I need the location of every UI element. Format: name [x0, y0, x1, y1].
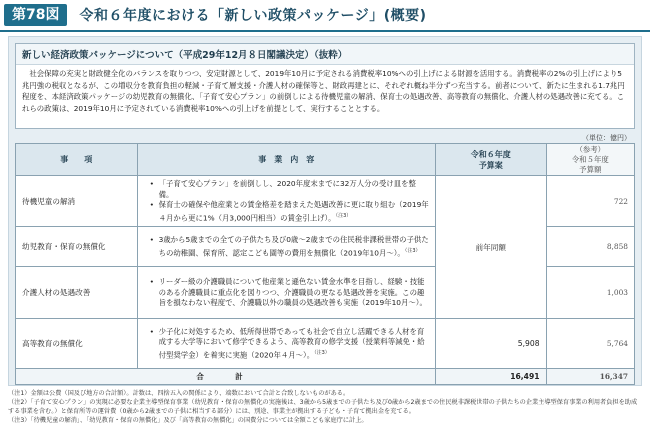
row-content	[137, 176, 435, 227]
header-content: 事 業 内 容	[137, 144, 435, 176]
bullet-text: • 「子育て安心プラン」を前倒しし、2020年度末までに32万人分の受け皿を整備。	[150, 179, 429, 200]
figure-number: 第78図	[4, 4, 67, 26]
note-ref: （注3）	[314, 349, 330, 356]
footnote: （注2）「子育て安心プラン」の実現に必要な企業主導型保育事業（幼児教育・保育の無償化の実施後は、3歳から5歳までの子供たち及び0歳から2歳までの住民税非課税世帯の子供たちの企業主導型保育事業の利用者負担を助成する事業を含む。）と保育所等の運営費（0歳から2歳までの子供に相当する部分）には、別途、事業主が拠出する子ども・子育て拠出金を充てる。	[8, 399, 638, 415]
row-ref: 1,003	[546, 267, 634, 319]
policy-table	[15, 143, 635, 385]
row-content	[137, 267, 435, 319]
row-item: 高等教育の無償化	[16, 319, 138, 369]
total-budget: 16,491	[436, 369, 547, 385]
bullet-text: 保育士の確保や他産業との賃金格差を踏まえた処遇改善に更に取り組む（2019年４月から更に1%（月3,000円相当）の賃金引上げ）。	[158, 200, 429, 222]
table-row	[16, 176, 635, 227]
footnotes	[8, 389, 642, 425]
row-ref: 722	[546, 176, 634, 227]
bullet-text-with-note	[150, 200, 429, 223]
bullet-text: 3歳から5歳までの全ての子供たち及び0歳～2歳までの住民税非課税世帯の子供たちの幼稚園、保育所、認定こども園等の費用を無償化（2019年10月～）。	[158, 235, 429, 258]
summary-title: 新しい経済政策パッケージについて（平成29年12月８日閣議決定）（抜粋）	[16, 44, 634, 65]
header	[0, 0, 650, 30]
total-ref: 16,347	[546, 369, 634, 385]
table-row	[16, 319, 635, 369]
row-item: 介護人材の処遇改善	[16, 267, 138, 319]
bullet-text-with-note	[150, 235, 429, 258]
header-budget: 令和６年度 予算案	[436, 144, 547, 176]
bullet-text: 少子化に対処するため、低所得世帯であっても社会で自立し活躍できる人材を育成する大学等において修学できるよう、高等教育の修学支援（授業料等減免・給付型奨学金）を着実に実施（2020年４月～）。	[158, 326, 425, 360]
unit-label: （単位：億円）	[582, 134, 631, 142]
row-item: 待機児童の解消	[16, 176, 138, 227]
header-item: 事 項	[16, 144, 138, 176]
content-panel	[8, 36, 642, 386]
row-budget: 5,908	[436, 319, 547, 369]
page-title: 令和６年度における「新しい政策パッケージ」(概要)	[79, 8, 427, 24]
note-ref: （注3）	[404, 247, 421, 254]
total-label: 合 計	[16, 369, 436, 385]
row-content	[137, 319, 435, 369]
total-row	[16, 369, 635, 385]
summary-box	[15, 43, 635, 129]
footnote: （注1）金額は公費（国及び地方の合計額）。計数は、四捨五入の関係により、端数において合計と合致しないものがある。	[8, 390, 350, 397]
note-ref: （注3）	[335, 212, 352, 219]
merged-budget-cell: 前年同額	[436, 176, 547, 319]
header-ref: （参考） 令和５年度 予算額	[546, 144, 634, 176]
bullet-text-with-note	[150, 327, 429, 361]
header-rule	[0, 30, 650, 32]
row-ref: 8,858	[546, 227, 634, 267]
row-content	[137, 227, 435, 267]
row-item: 幼児教育・保育の無償化	[16, 227, 138, 267]
row-ref: 5,764	[546, 319, 634, 369]
bullet-text: • リーダー級の介護職員について他産業と遜色ない賃金水準を目指し、経験・技能のある介護職員に重点化を図りつつ、介護職員の更なる処遇改善を実施。この趣旨を損なわない程度で、介護職以外の職員の処遇改善も実施（2019年10月～）。	[150, 277, 429, 309]
summary-body: 社会保障の充実と財政健全化のバランスを取りつつ、安定財源として、2019年10月に予定される消費税率10%への引上げによる財源を活用する。消費税率の2%の引上げにより5兆円強の税収となるが、この増収分を教育負担の軽減・子育て層支援・介護人材の確保等と、財政再建とに、それぞれ概ね半分ずつ充当する。前者について、新たに生まれる1.7兆円程度を、本経済政策パッケージの幼児教育の無償化、「子育て安心プラン」の前倒しによる待機児童の解消、保育士の処遇改善、高等教育の無償化、介護人材の処遇改善に充てる。これらの政策は、2019年10月に予定されている消費税率10%への引上げを前提として、実行することとする。	[22, 69, 625, 113]
footnote: （注3）「待機児童の解消」、「幼児教育・保育の無償化」及び「高等教育の無償化」の国費分については全額こども家庭庁に計上。	[8, 417, 368, 424]
